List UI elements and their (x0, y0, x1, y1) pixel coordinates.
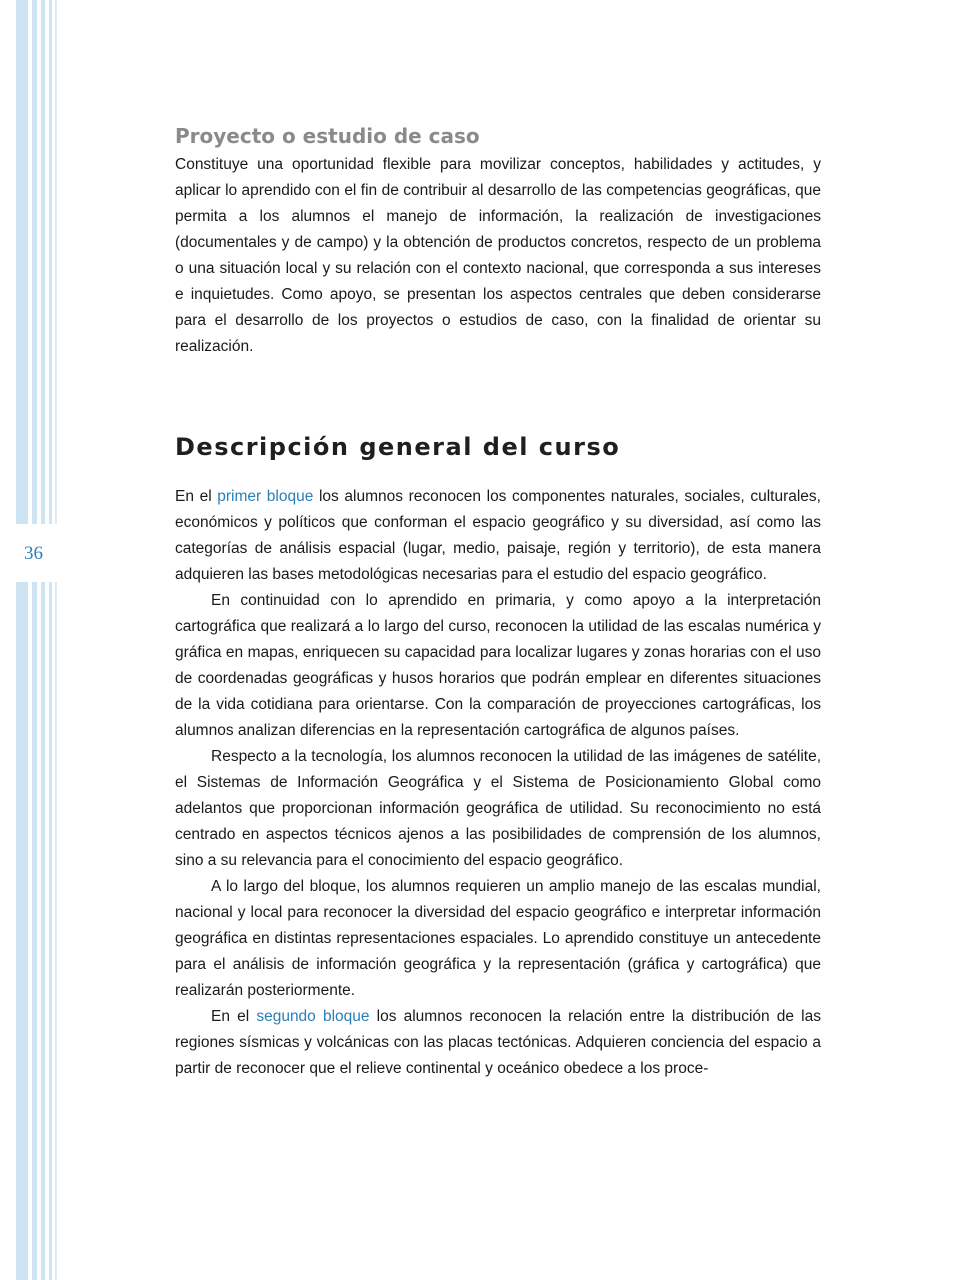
margin-stripes-bottom (0, 582, 60, 1280)
stripe (16, 582, 28, 1280)
link-primer-bloque[interactable]: primer bloque (217, 488, 314, 505)
stripe (32, 0, 37, 524)
stripe (16, 0, 28, 524)
stripe (55, 582, 57, 1280)
paragraph-segundo-bloque (175, 1004, 821, 1082)
stripe (41, 0, 45, 524)
paragraph-escalas: A lo largo del bloque, los alumnos requieren un amplio manejo de las escalas mundial, nacional y local para reconocer la diversidad del espacio geográfico e interpretar información geográfica en distintas representaciones espaciales. Lo aprendido constituye un antecedente para el análisis de información geográfica y la representación (gráfica y cartográfica) que realizarán posteriormente. (175, 878, 821, 999)
page-number: 36 (24, 543, 43, 564)
margin-stripes (0, 0, 60, 1280)
page-content (175, 120, 821, 1082)
paragraph-primer-bloque (175, 484, 821, 588)
stripe (49, 0, 52, 524)
margin-stripes-top (0, 0, 60, 524)
link-segundo-bloque[interactable]: segundo bloque (256, 1008, 370, 1025)
stripe (32, 582, 37, 1280)
stripe (41, 582, 45, 1280)
stripe (55, 0, 57, 524)
text: los alumnos reconocen la relación entre la distribución de las regiones sísmicas y volcánicas con las placas tectónicas. Adquieren conciencia del espacio a partir de reconocer que el relieve continental y oceánico obedece a los proce- (175, 1008, 821, 1077)
spacer (175, 464, 821, 484)
spacer (175, 360, 821, 430)
paragraph-proyecto: Constituye una oportunidad flexible para movilizar conceptos, habilidades y actitudes, y aplicar lo aprendido con el fin de contribuir al desarrollo de las competencias geográficas, que permita a los alumnos el manejo de información, la realización de investigaciones (documentales y de campo) y la obtención de productos concretos, respecto de un problema o una situación local y su relación con el contexto nacional, que corresponda a sus intereses e inquietudes. Como apoyo, se presentan los aspectos centrales que deben considerarse para el desarrollo de los proyectos o estudios de caso, con la finalidad de orientar su realización. (175, 156, 821, 355)
paragraph-continuidad: En continuidad con lo aprendido en primaria, y como apoyo a la interpretación cartográfica que realizará a lo largo del curso, reconocen la utilidad de las escalas numérica y gráfica en mapas, enriquecen su capacidad para localizar lugares y zonas horarias con el uso de coordenadas geográficas y husos horarios que podrán emplear en diferentes situaciones de la vida cotidiana para orientarse. Con la comparación de proyecciones cartográficas, los alumnos analizan diferencias en la representación cartográfica de algunos países. (175, 592, 821, 739)
section-heading-proyecto: Proyecto o estudio de caso (175, 124, 480, 148)
text: En el (175, 488, 218, 505)
text: los alumnos reconocen los componentes naturales, sociales, culturales, económicos y políticos que conforman el espacio geográfico y su diversidad, así como las categorías de análisis espacial (lugar, medio, paisaje, región y territorio), de esta manera adquieren las bases metodológicas necesarias para el estudio del espacio geográfico. (175, 488, 821, 583)
main-heading-descripcion: Descripción general del curso (175, 433, 621, 461)
stripe (49, 582, 52, 1280)
paragraph-tecnologia: Respecto a la tecnología, los alumnos reconocen la utilidad de las imágenes de satélite, el Sistemas de Información Geográfica y el Sistema de Posicionamiento Global como adelantos que proporcionan información geográfica de utilidad. Su reconocimiento no está centrado en aspectos técnicos ajenos a las posibilidades de comprensión de los alumnos, sino a su relevancia para el conocimiento del espacio geográfico. (175, 748, 821, 869)
text: En el (211, 1008, 257, 1025)
